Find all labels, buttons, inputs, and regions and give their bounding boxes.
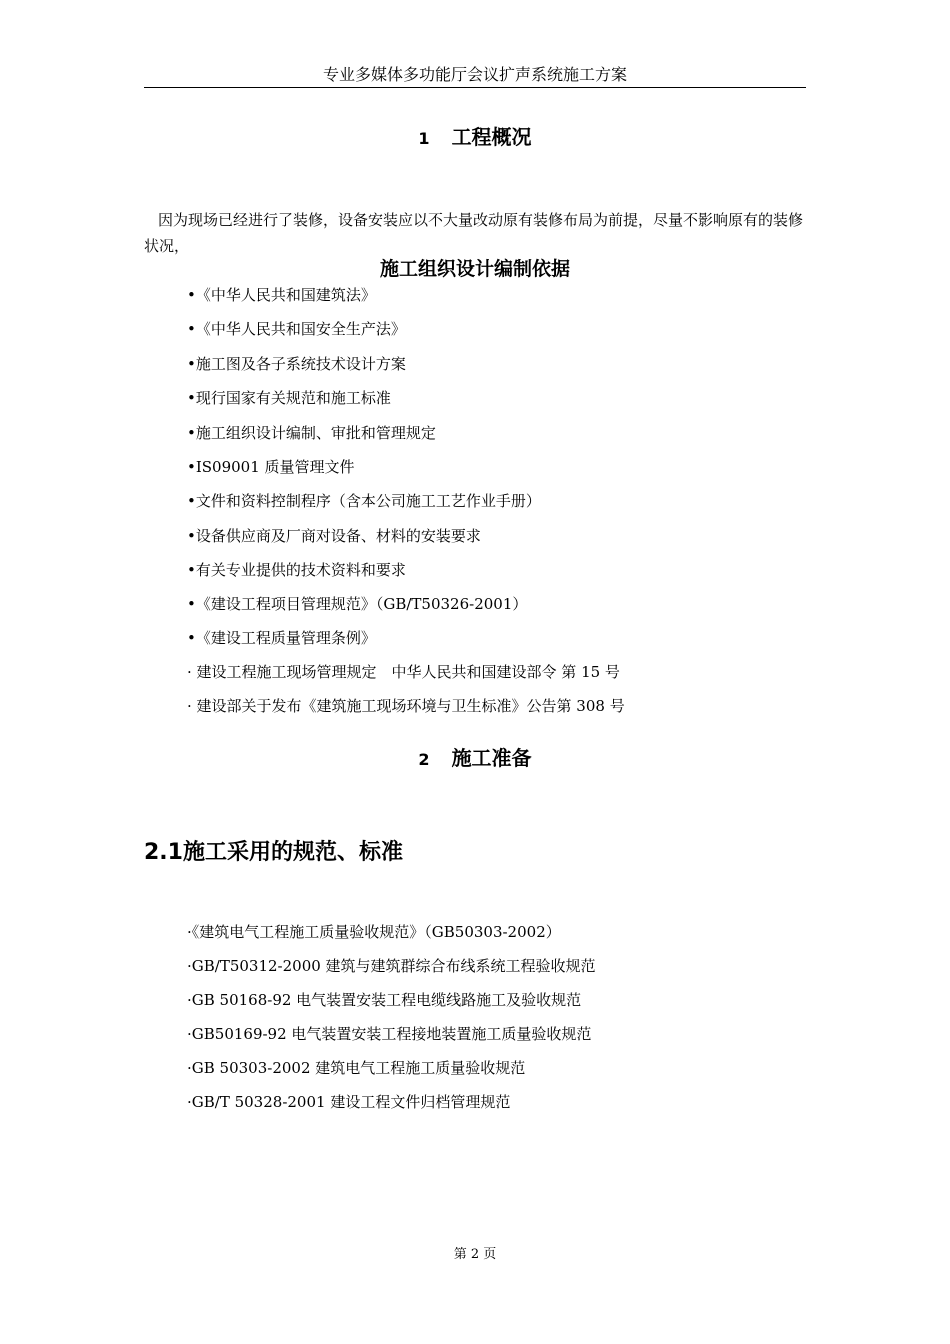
list-item: ·GB/T 50328-2001 建设工程文件归档管理规范	[187, 1093, 511, 1111]
section-2-title: 施工准备	[451, 746, 532, 770]
list-item: ·GB 50303-2002 建筑电气工程施工质量验收规范	[187, 1059, 526, 1077]
list-item: · 建设工程施工现场管理规定 中华人民共和国建设部令 第 15 号	[187, 663, 620, 681]
list-item: •设备供应商及厂商对设备、材料的安装要求	[187, 527, 481, 545]
list-item: •《中华人民共和国建筑法》	[187, 286, 376, 304]
list-item: •IS09001 质量管理文件	[187, 458, 355, 476]
list-item: •《中华人民共和国安全生产法》	[187, 320, 406, 338]
list-item: •施工图及各子系统技术设计方案	[187, 355, 406, 373]
list-item: ·GB50169-92 电气装置安装工程接地装置施工质量验收规范	[187, 1025, 592, 1043]
list-item: •《建设工程质量管理条例》	[187, 629, 376, 647]
section-1-heading	[144, 124, 806, 152]
list-item: ·《建筑电气工程施工质量验收规范》（GB50303-2002）	[187, 923, 561, 941]
section-2-heading	[144, 745, 806, 773]
basis-subtitle: 施工组织设计编制依据	[379, 258, 570, 280]
list-item: •施工组织设计编制、审批和管理规定	[187, 424, 436, 442]
page-header: 专业多媒体多功能厅会议扩声系统施工方案	[322, 65, 627, 84]
section-1-number: 1	[418, 129, 430, 148]
list-item: •现行国家有关规范和施工标准	[187, 389, 391, 407]
list-item: ·GB/T50312-2000 建筑与建筑群综合布线系统工程验收规范	[187, 957, 596, 975]
list-item: •《建设工程项目管理规范》（GB/T50326-2001）	[187, 595, 528, 613]
section-2-number: 2	[418, 750, 430, 769]
section-1-paragraph: 因为现场已经进行了装修，设备安装应以不大量改动原有装修布局为前提，尽量不影响原有的装修状况，	[144, 211, 804, 255]
section-1-title: 工程概况	[451, 125, 532, 149]
list-item: •文件和资料控制程序（含本公司施工工艺作业手册）	[187, 492, 541, 510]
list-item: •有关专业提供的技术资料和要求	[187, 561, 406, 579]
subsection-2-1-heading: 2.1施工采用的规范、标准	[144, 840, 403, 865]
list-item: ·GB 50168-92 电气装置安装工程电缆线路施工及验收规范	[187, 991, 582, 1009]
page-number: 第 2 页	[453, 1247, 497, 1262]
header-divider	[144, 87, 806, 88]
list-item: · 建设部关于发布《建筑施工现场环境与卫生标准》公告第 308 号	[187, 697, 625, 715]
